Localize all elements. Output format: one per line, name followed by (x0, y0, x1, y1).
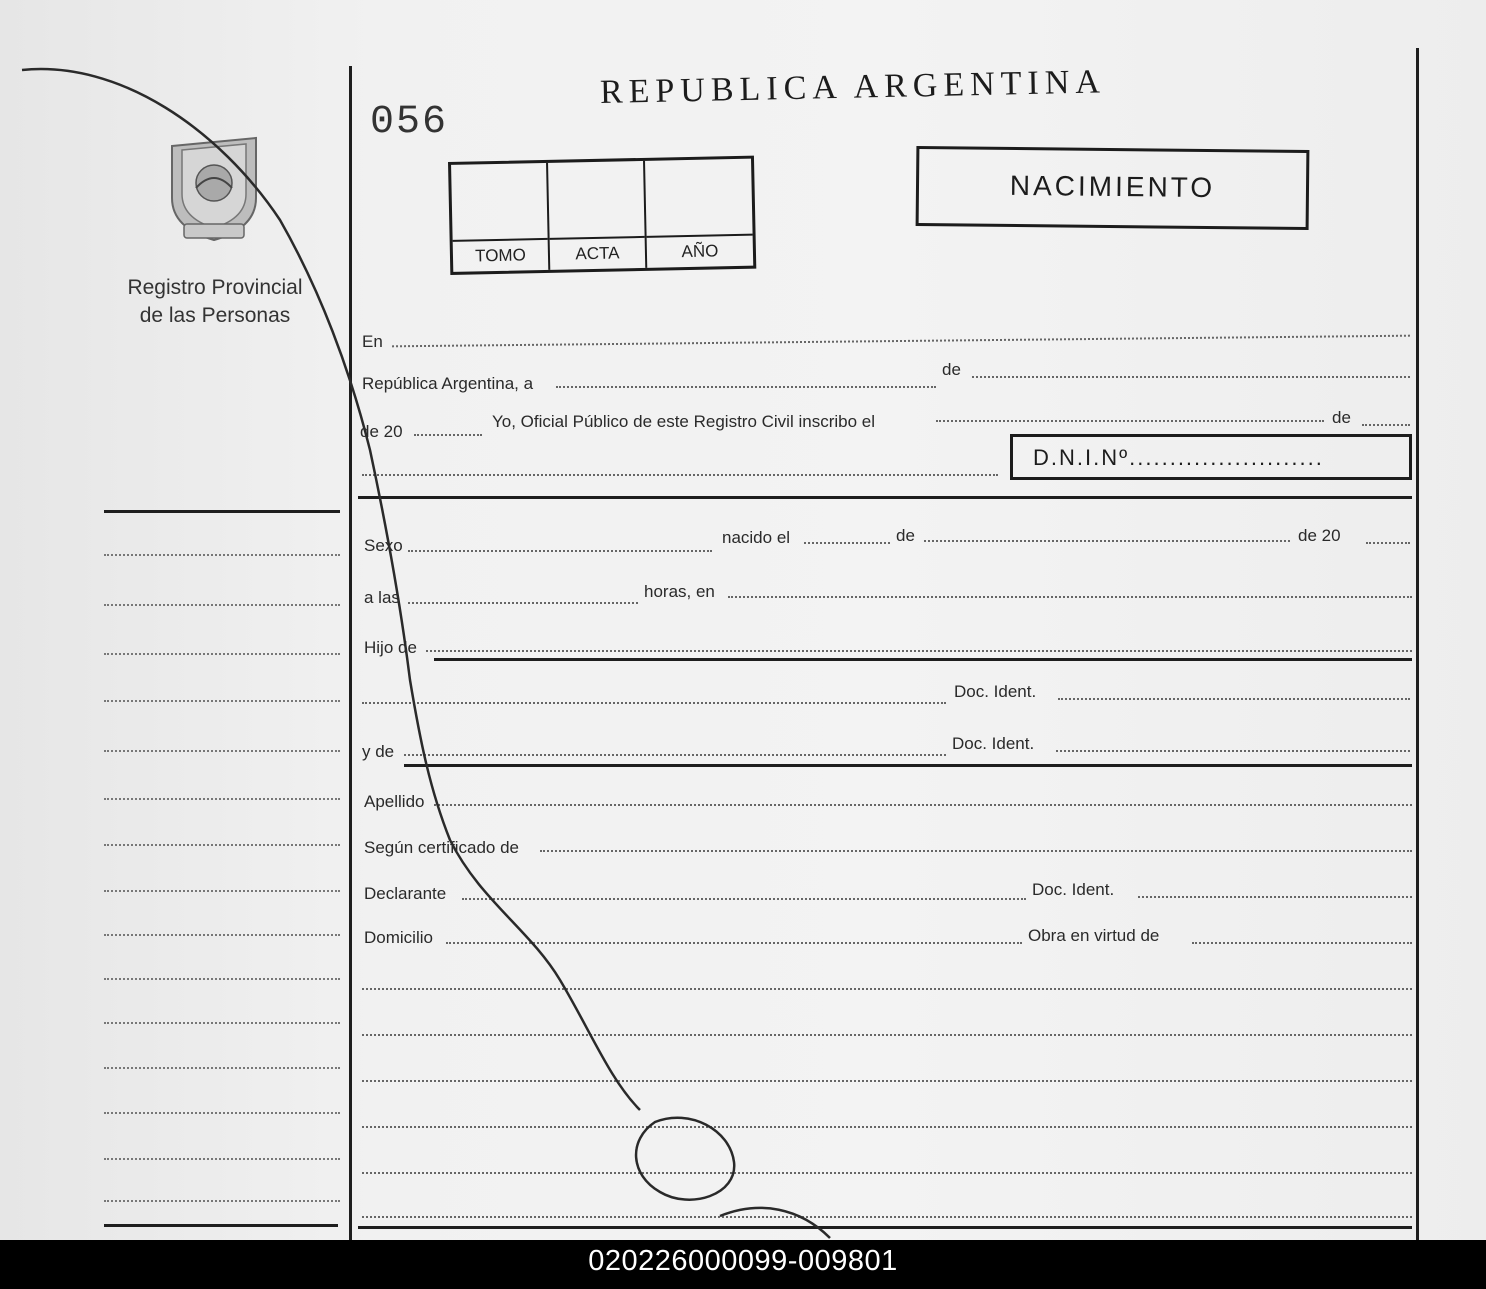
field-domicilio[interactable] (446, 942, 1022, 944)
notes-line[interactable] (362, 1216, 1412, 1218)
registry-name-line1: Registro Provincial (127, 276, 303, 299)
field-padre-cont[interactable] (362, 702, 946, 704)
stub-line[interactable] (104, 1158, 340, 1160)
field-inscribo[interactable] (936, 420, 1324, 422)
stub-line[interactable] (104, 1022, 340, 1024)
field-certificado[interactable] (540, 850, 1412, 852)
dni-box[interactable]: D.N.I.Nº........................ (1010, 434, 1412, 480)
stub-line[interactable] (104, 554, 340, 556)
label-republica: República Argentina, a (362, 374, 534, 393)
stub-line[interactable] (104, 750, 340, 752)
acta-label: ACTA (550, 236, 646, 270)
anio-cell[interactable] (645, 159, 753, 268)
label-apellido: Apellido (364, 792, 425, 811)
registry-box (448, 156, 756, 275)
label-de-3: de (896, 526, 915, 545)
field-sexo[interactable] (408, 550, 712, 552)
label-de-20b: de 20 (1298, 526, 1341, 545)
label-segun-certificado: Según certificado de (364, 838, 519, 857)
form-left-border (349, 66, 352, 1240)
tomo-cell[interactable] (451, 163, 550, 272)
stub-line[interactable] (104, 1200, 340, 1202)
label-doc-ident-3: Doc. Ident. (1032, 880, 1115, 899)
field-madre[interactable] (404, 754, 946, 756)
stub-line[interactable] (104, 978, 340, 980)
tomo-label: TOMO (453, 238, 549, 272)
label-y-de: y de (362, 742, 395, 761)
field-doc-declarante[interactable] (1138, 896, 1412, 898)
stub-line[interactable] (104, 890, 340, 892)
field-anio[interactable] (414, 434, 482, 436)
field-hora[interactable] (408, 602, 638, 604)
label-de-20: de 20 (360, 422, 403, 441)
notes-line[interactable] (362, 1172, 1412, 1174)
field-nacido-anio[interactable] (1366, 542, 1410, 544)
field-declarante[interactable] (462, 898, 1026, 900)
label-en: En (362, 332, 383, 351)
notes-line[interactable] (362, 988, 1412, 990)
field-mes[interactable] (972, 376, 1410, 378)
field-apellido[interactable] (434, 804, 1412, 806)
field-doc-padre[interactable] (1058, 698, 1410, 700)
label-doc-ident-1: Doc. Ident. (954, 682, 1037, 701)
stub-top-rule (104, 510, 340, 513)
section-rule-3 (404, 764, 1412, 767)
label-obra-en-virtud: Obra en virtud de (1028, 926, 1160, 945)
field-en[interactable] (392, 335, 1410, 348)
section-rule-2 (434, 658, 1412, 661)
registry-name (110, 274, 320, 330)
field-lugar[interactable] (728, 596, 1412, 598)
stub-line[interactable] (104, 1067, 340, 1069)
field-padre[interactable] (426, 650, 1412, 652)
barcode-id-footer: 020226000099-009801 (0, 1240, 1486, 1289)
field-dia[interactable] (556, 386, 936, 388)
label-doc-ident-2: Doc. Ident. (952, 734, 1035, 753)
label-a-las: a las (364, 588, 400, 607)
record-type-box: NACIMIENTO (916, 146, 1310, 230)
notes-line[interactable] (362, 1080, 1412, 1082)
label-domicilio: Domicilio (364, 928, 433, 947)
registry-name-line2: de las Personas (139, 304, 291, 327)
field-de-2[interactable] (1362, 424, 1410, 426)
stub-bottom-rule (104, 1224, 338, 1227)
stub-line[interactable] (104, 844, 340, 846)
stub-line[interactable] (104, 1112, 340, 1114)
label-horas-en: horas, en (644, 582, 715, 601)
section-rule-1 (358, 496, 1412, 499)
label-yo-oficial: Yo, Oficial Público de este Registro Civil inscribo el (492, 412, 875, 431)
field-nacido-mes[interactable] (924, 540, 1290, 542)
anio-label: AÑO (647, 234, 754, 268)
country-title: REPUBLICA ARGENTINA (599, 63, 1107, 111)
field-nombre[interactable] (362, 474, 998, 476)
label-de-1: de (942, 360, 961, 379)
serial-number: 056 (370, 100, 449, 145)
stub-line[interactable] (104, 798, 340, 800)
field-nacido-dia[interactable] (804, 542, 890, 544)
label-de-2: de (1332, 408, 1351, 427)
field-doc-madre[interactable] (1056, 750, 1410, 752)
label-nacido-el: nacido el (722, 528, 791, 547)
acta-cell[interactable] (548, 161, 647, 270)
notes-line[interactable] (362, 1126, 1412, 1128)
province-seal-icon (164, 128, 264, 253)
field-obra[interactable] (1192, 942, 1412, 944)
label-declarante: Declarante (364, 884, 447, 903)
section-rule-bottom (358, 1226, 1412, 1229)
stub-line[interactable] (104, 604, 340, 606)
stub-line[interactable] (104, 653, 340, 655)
form-right-border (1416, 48, 1419, 1240)
notes-line[interactable] (362, 1034, 1412, 1036)
stub-line[interactable] (104, 700, 340, 702)
stub-line[interactable] (104, 934, 340, 936)
label-sexo: Sexo (364, 536, 403, 555)
label-hijo-de: Hijo de (364, 638, 417, 657)
